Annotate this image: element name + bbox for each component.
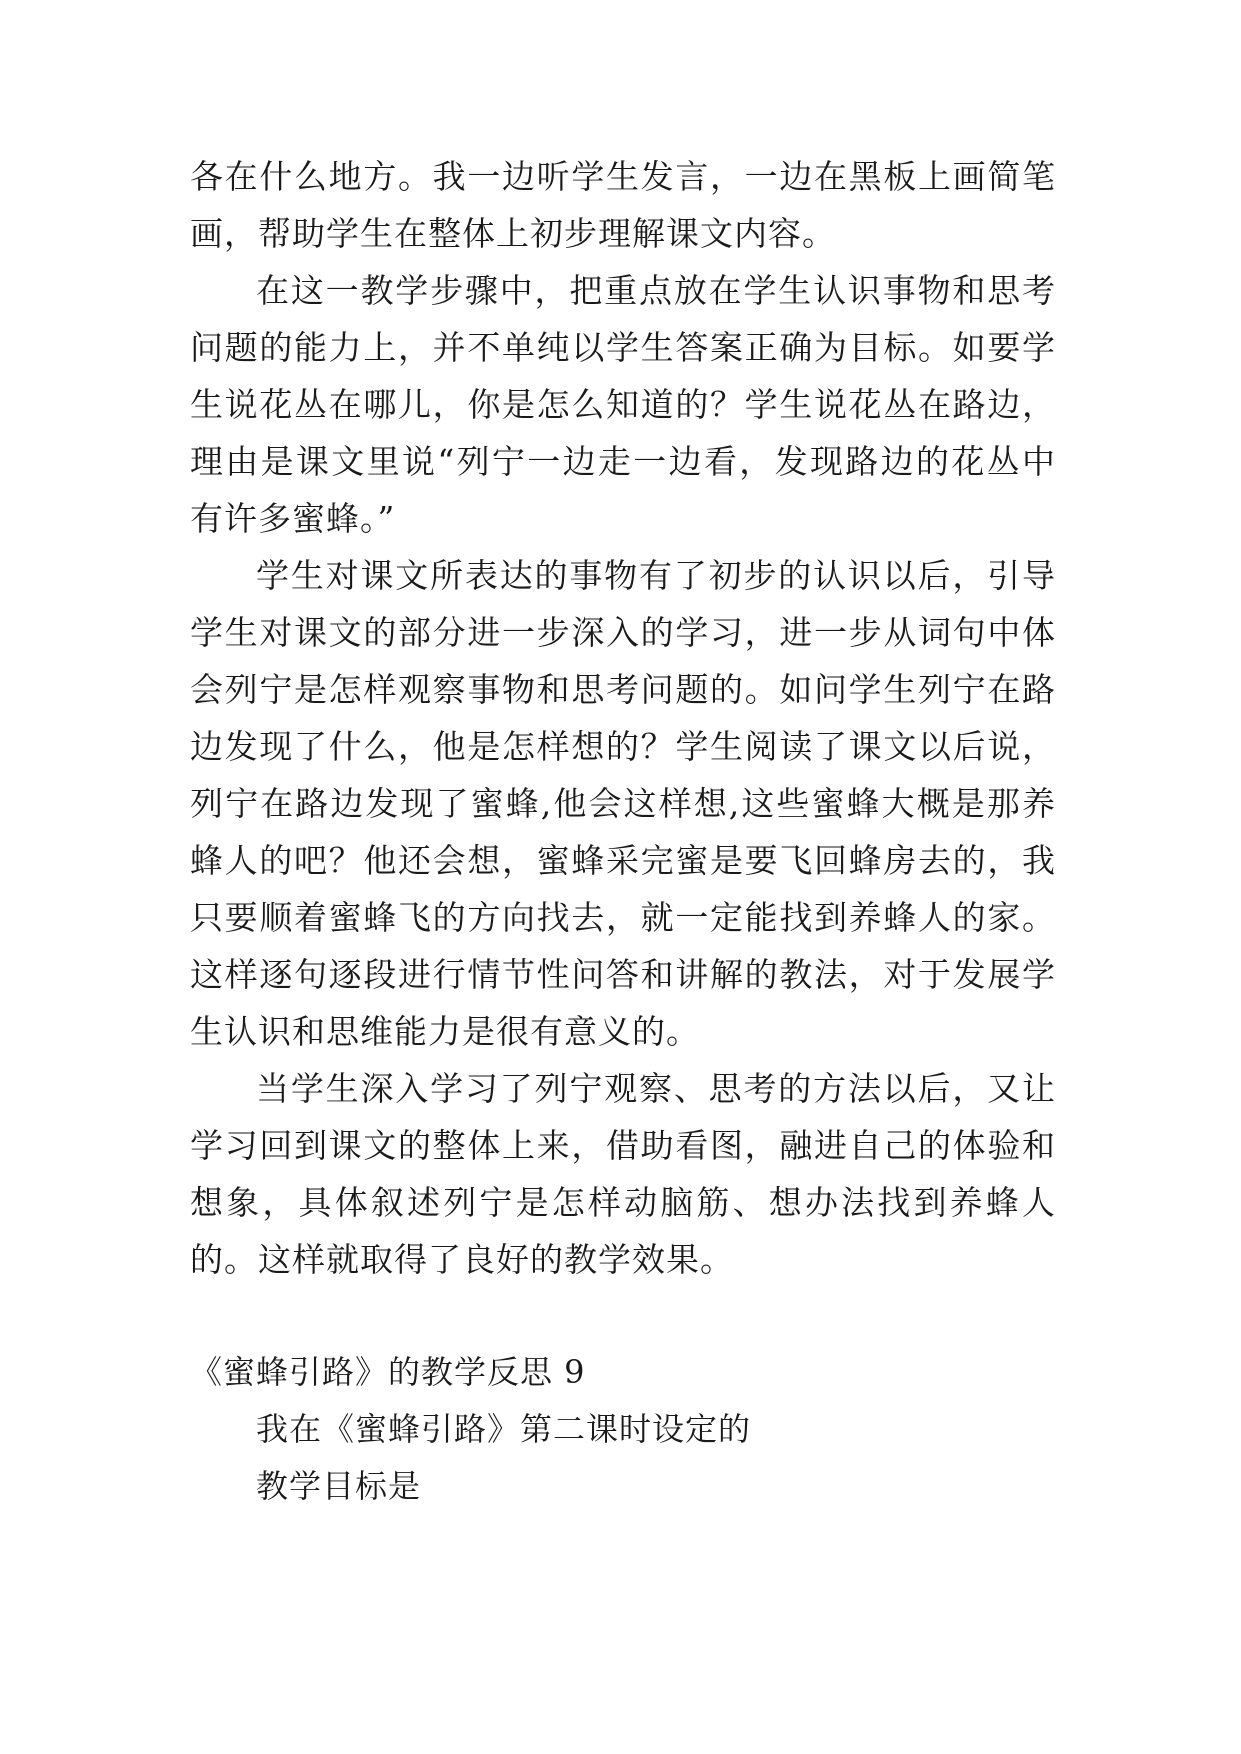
paragraph-deep-learning: 学生对课文所表达的事物有了初步的认识以后，引导学生对课文的部分进一步深入的学习，进一步从词句中体会列宁是怎样观察事物和思考问题的。如问学生列宁在路边发现了什么，他是怎样想的？学生阅读了课文以后说，列宁在路边发现了蜜蜂,他会这样想,这些蜜蜂大概是那养蜂人的吧？他还会想，蜜蜂采完蜜是要飞回蜂房去的，我只要顺着蜜蜂飞的方向找去，就一定能找到养蜂人的家。这样逐句逐段进行情节性问答和讲解的教法，对于发展学生认识和思维能力是很有意义的。: [190, 556, 1056, 1051]
paragraph-summary: 当学生深入学习了列宁观察、思考的方法以后，又让学习回到课文的整体上来，借助看图，融进自己的体验和想象，具体叙述列宁是怎样动脑筋、想办法找到养蜂人的。这样就取得了良好的教学效果。: [190, 1069, 1056, 1279]
paragraph-continuation: 各在什么地方。我一边听学生发言，一边在黑板上画简笔画，帮助学生在整体上初步理解课文内容。: [190, 157, 1056, 253]
document-page: [190, 148, 1056, 1515]
section-line-1: 我在《蜜蜂引路》第二课时设定的: [256, 1410, 752, 1448]
paragraph-teaching-step: 在这一教学步骤中，把重点放在学生认识事物和思考问题的能力上，并不单纯以学生答案正确为目标。如要学生说花丛在哪儿，你是怎么知道的？学生说花丛在路边，理由是课文里说“列宁一边走一边看，发现路边的花丛中有许多蜜蜂。”: [190, 271, 1056, 538]
section-line-2: 教学目标是: [256, 1467, 422, 1505]
section-title: 《蜜蜂引路》的教学反思 9: [190, 1353, 586, 1391]
